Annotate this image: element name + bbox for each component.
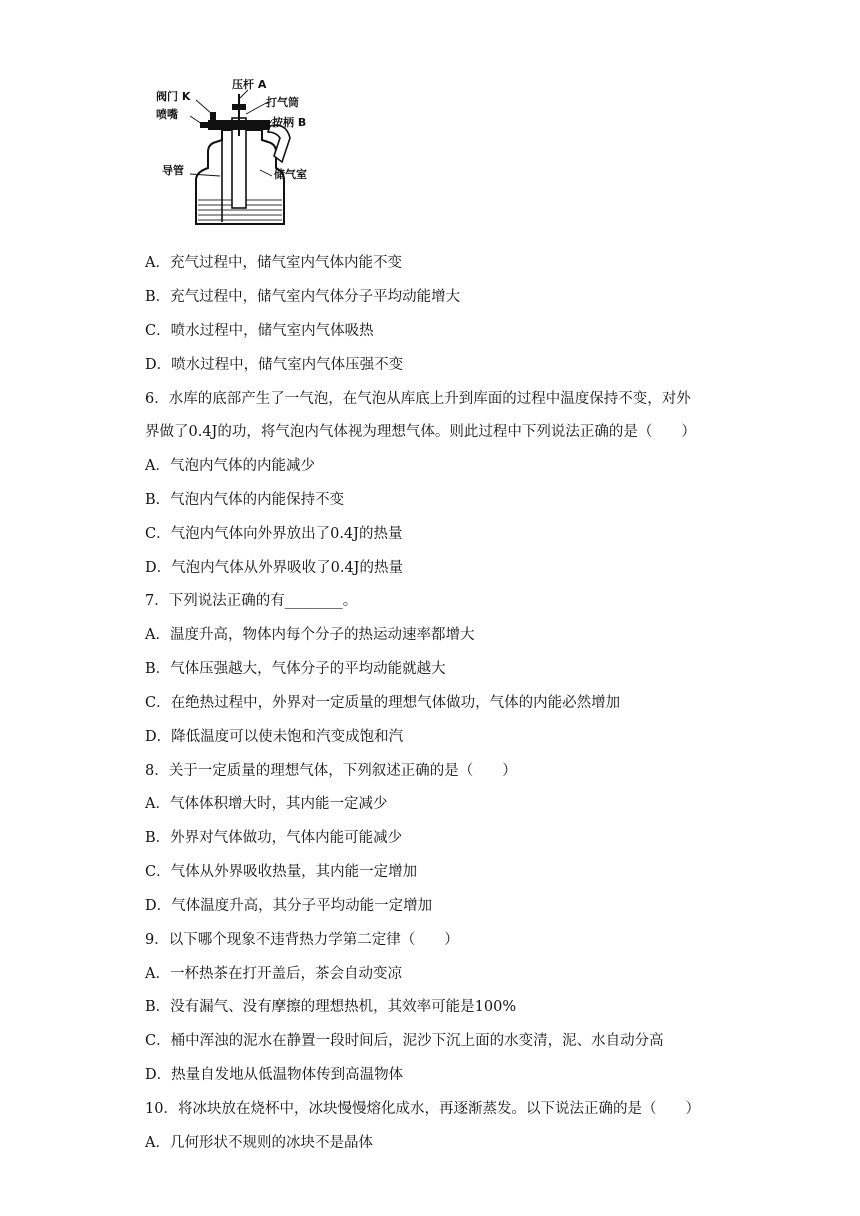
text-line: A．充气过程中，储气室内气体内能不变: [145, 255, 402, 271]
sprayer-head: [208, 120, 270, 130]
label-pump: 打气筒: [266, 96, 299, 109]
text-line: B．气体压强越大，气体分子的平均动能就越大: [145, 661, 446, 677]
question-8: 8．关于一定质量的理想气体，下列叙述正确的是（ ）: [145, 763, 517, 779]
label-chamber: 储气室: [274, 168, 307, 181]
label-press-rod: 压杆 A: [232, 78, 267, 91]
question-10: 10．将冰块放在烧杯中，冰块慢慢熔化成水，再逐渐蒸发。以下说法正确的是（ ）: [145, 1101, 700, 1117]
nozzle: [200, 122, 210, 128]
label-conduit: 导管: [162, 164, 184, 177]
text-line: A．气体体积增大时，其内能一定减少: [145, 796, 388, 812]
text-line: B．气泡内气体的内能保持不变: [145, 492, 345, 508]
label-handle: 按柄 B: [272, 116, 307, 129]
text-line: A．几何形状不规则的冰块不是晶体: [145, 1135, 373, 1151]
text-line: D．气体温度升高，其分子平均动能一定增加: [145, 898, 433, 914]
text-line: A．一杯热茶在打开盖后，茶会自动变凉: [145, 966, 402, 982]
text-line: B．充气过程中，储气室内气体分子平均动能增大: [145, 289, 461, 305]
text-line: 界做了0.4J的功，将气泡内气体视为理想气体。则此过程中下列说法正确的是（ ）: [145, 424, 696, 440]
text-line: D．热量自发地从低温物体传到高温物体: [145, 1067, 404, 1083]
question-6: 6．水库的底部产生了一气泡，在气泡从库底上升到库面的过程中温度保持不变，对外: [145, 391, 691, 407]
text-line: D．降低温度可以使未饱和汽变成饱和汽: [145, 729, 404, 745]
label-nozzle: 喷嘴: [156, 108, 178, 121]
text-line: C．桶中浑浊的泥水在静置一段时间后，泥沙下沉上面的水变清，泥、水自动分高: [145, 1033, 664, 1049]
text-line: C．气体从外界吸收热量，其内能一定增加: [145, 864, 418, 880]
text-line: C．喷水过程中，储气室内气体吸热: [145, 323, 374, 339]
label-valve: 阀门 K: [156, 90, 191, 103]
text-line: C．在绝热过程中，外界对一定质量的理想气体做功，气体的内能必然增加: [145, 695, 621, 711]
text-line: D．气泡内气体从外界吸收了0.4J的热量: [145, 560, 403, 576]
text-line: D．喷水过程中，储气室内气体压强不变: [145, 357, 404, 373]
text-line: A．温度升高，物体内每个分子的热运动速率都增大: [145, 627, 475, 643]
sprayer-svg: [150, 76, 320, 234]
text-line: C．气泡内气体向外界放出了0.4J的热量: [145, 526, 403, 542]
question-9: 9．以下哪个现象不违背热力学第二定律（ ）: [145, 932, 459, 948]
text-line: B．没有漏气、没有摩擦的理想热机，其效率可能是100%: [145, 999, 517, 1015]
sprayer-diagram: [150, 76, 320, 234]
text-line: B．外界对气体做功，气体内能可能减少: [145, 830, 403, 846]
question-7: 7．下列说法正确的有________。: [145, 593, 358, 609]
text-line: A．气泡内气体的内能减少: [145, 458, 315, 474]
